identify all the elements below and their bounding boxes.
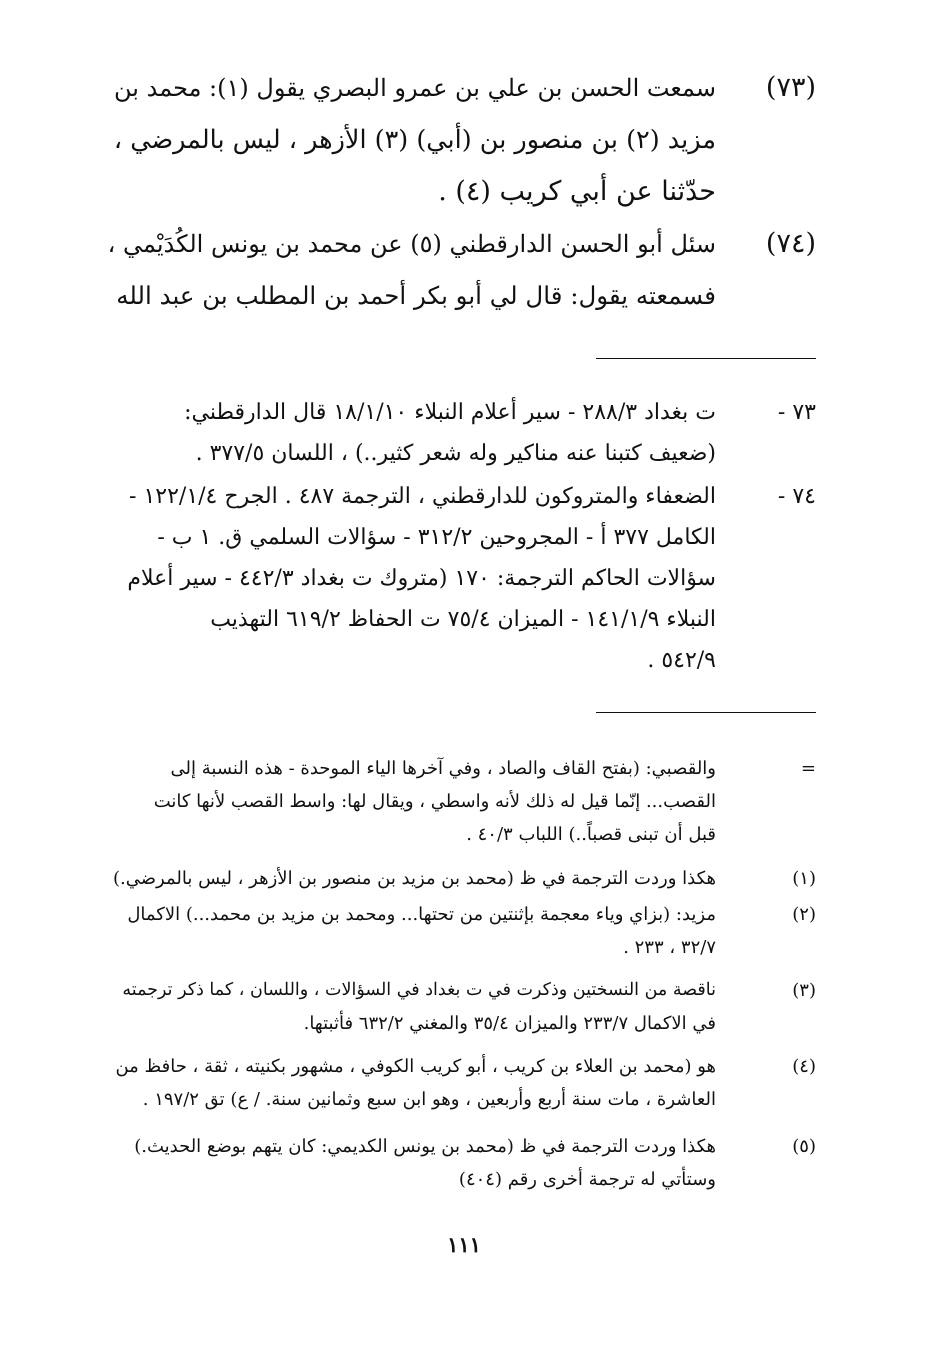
entry-line: سمعت الحسن بن علي بن عمرو البصري يقول (١): محمد بن bbox=[114, 74, 716, 102]
footnote-marker: = bbox=[800, 758, 816, 779]
entry-line: مزيد (٢) بن منصور بن (أبي) (٣) الأزهر ، ليس بالمرضي ، bbox=[113, 125, 716, 155]
page-number: ١١١ bbox=[447, 1232, 481, 1257]
source-number: ٧٤ - bbox=[777, 484, 816, 509]
footnote-line: هكذا وردت الترجمة في ظ (محمد بن يونس الكديمي: كان يتهم بوضع الحديث.) bbox=[134, 1136, 716, 1157]
entry-number: (٧٤) bbox=[765, 228, 816, 259]
entry-number: (٧٣) bbox=[765, 72, 816, 103]
footnote-line: ناقصة من النسختين وذكرت في ت بغداد في السؤالات ، واللسان ، كما ذكر ترجمته bbox=[122, 980, 716, 1000]
entry-73 bbox=[106, 62, 816, 218]
source-line: الكامل ٣٧٧ أ - المجروحين ٣١٢/٢ - سؤالات السلمي ق. ١ ب - bbox=[157, 525, 716, 550]
separator-rule bbox=[596, 712, 816, 713]
footnote-3 bbox=[106, 974, 816, 1040]
footnote-line: هو (محمد بن العلاء بن كريب ، أبو كريب الكوفي ، مشهور بكنيته ، ثقة ، حافظ من bbox=[115, 1056, 716, 1077]
footnote-marker: (١) bbox=[792, 868, 816, 889]
footnote-line: هكذا وردت الترجمة في ظ (محمد بن مزيد بن منصور بن الأزهر ، ليس بالمرضي.) bbox=[113, 868, 716, 889]
source-number: ٧٣ - bbox=[777, 400, 816, 425]
footnote-1 bbox=[106, 862, 816, 895]
footnote-line: وستأتي له ترجمة أخرى رقم (٤٠٤) bbox=[458, 1169, 716, 1190]
source-74 bbox=[106, 476, 816, 681]
source-line: ت بغداد ٢٨٨/٣ - سير أعلام النبلاء ١٨/١/١٠ قال الدارقطني: bbox=[184, 400, 716, 425]
footnote-2 bbox=[106, 898, 816, 964]
footnote-line: مزيد: (بزاي وياء معجمة بإثنتين من تحتها... ومحمد بن مزيد بن محمد...) الاكمال bbox=[127, 904, 716, 925]
source-line: (ضعيف كتبنا عنه مناكير وله شعر كثير..) ، اللسان ٣٧٧/٥ . bbox=[195, 441, 716, 466]
footnote-marker: (٣) bbox=[792, 980, 816, 1001]
entry-line: حدّثنا عن أبي كريب (٤) . bbox=[438, 176, 716, 207]
source-73 bbox=[106, 392, 816, 474]
footnote-line: والقصبي: (بفتح القاف والصاد ، وفي آخرها الياء الموحدة - هذه النسبة إلى bbox=[170, 758, 716, 779]
footnote-marker: (٤) bbox=[792, 1056, 816, 1077]
source-line: الضعفاء والمتروكون للدارقطني ، الترجمة ٤٨٧ . الجرح ١٢٢/١/٤ - bbox=[129, 484, 716, 509]
footnote-continued bbox=[106, 752, 816, 851]
footnote-marker: (٥) bbox=[792, 1136, 816, 1157]
footnote-4 bbox=[106, 1050, 816, 1116]
footnote-line: القصب... إنّما قيل له ذلك لأنه واسطي ، ويقال لها: واسط القصب لأنها كانت bbox=[153, 791, 716, 812]
source-line: النبلاء ١٤١/١/٩ - الميزان ٧٥/٤ ت الحفاظ ٦١٩/٢ التهذيب bbox=[210, 607, 716, 632]
footnote-line: في الاكمال ٢٣٣/٧ والميزان ٣٥/٤ والمغني ٦٣٢/٢ فأثبتها. bbox=[303, 1013, 716, 1034]
entry-line: سئل أبو الحسن الدارقطني (٥) عن محمد بن يونس الكُدَيْمي ، bbox=[107, 230, 716, 258]
source-line: سؤالات الحاكم الترجمة: ١٧٠ (متروك ت بغداد ٤٤٢/٣ - سير أعلام bbox=[127, 566, 716, 591]
source-line: ٥٤٢/٩ . bbox=[647, 648, 716, 673]
entry-74 bbox=[106, 218, 816, 322]
footnote-line: قبل أن تبنى قصباً..) اللباب ٤٠/٣ . bbox=[466, 824, 716, 845]
entry-line: فسمعته يقول: قال لي أبو بكر أحمد بن المطلب بن عبد الله bbox=[116, 281, 716, 310]
footnote-line: العاشرة ، مات سنة أربع وأربعين ، وهو ابن سبع وثمانين سنة. / ع) تق ١٩٧/٢ . bbox=[142, 1089, 716, 1110]
footnote-line: ٣٢/٧ ، ٢٣٣ . bbox=[623, 937, 716, 958]
footnote-5 bbox=[106, 1130, 816, 1196]
separator-rule bbox=[596, 358, 816, 359]
footnote-marker: (٢) bbox=[792, 904, 816, 925]
